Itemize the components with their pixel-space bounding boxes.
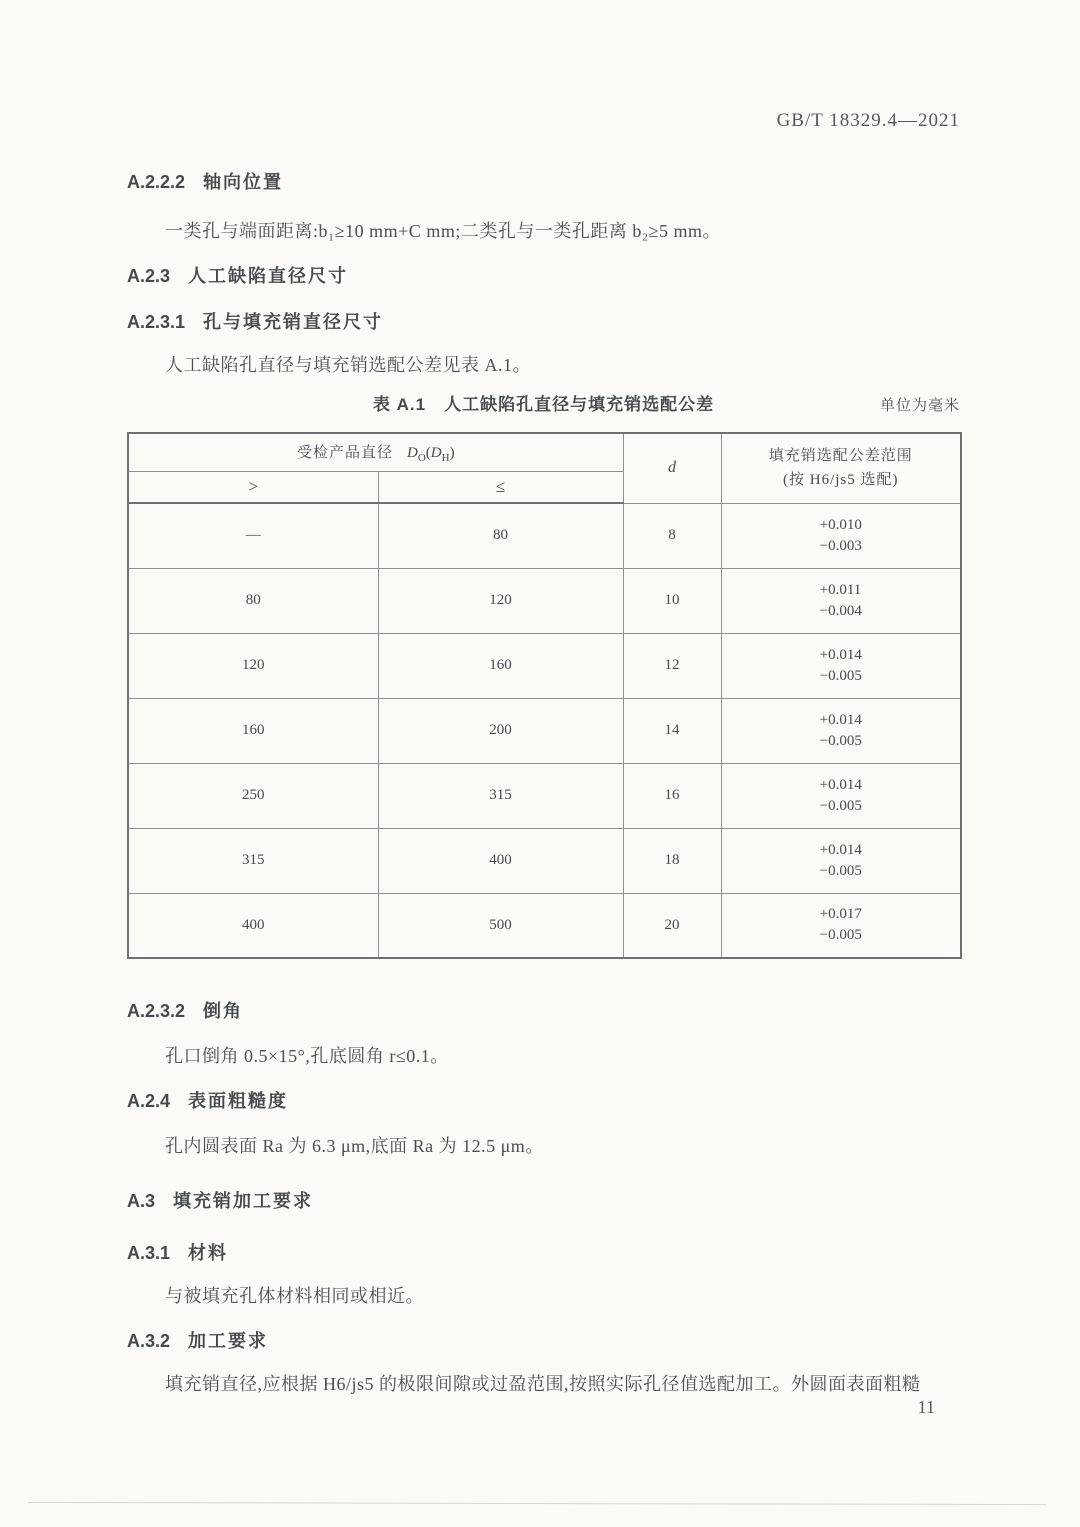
section-number: A.2.2.2 bbox=[127, 172, 186, 192]
section-heading-a2-3-2 bbox=[127, 999, 960, 1023]
section-heading-a3-1 bbox=[127, 1241, 960, 1265]
table-row: 315 400 18 +0.014 −0.005 bbox=[128, 828, 961, 893]
section-title: 材料 bbox=[188, 1243, 229, 1263]
body-paragraph-axial-position: 一类孔与端面距离:b₁≥10 mm+C mm;二类孔与一类孔距离 b₂≥5 mm。 bbox=[165, 221, 721, 241]
section-number: A.2.4 bbox=[127, 1091, 171, 1111]
section-title: 倒角 bbox=[203, 1001, 244, 1021]
section-heading-a2-3 bbox=[127, 264, 960, 288]
section-title: 填充销加工要求 bbox=[173, 1191, 314, 1211]
section-heading-a3 bbox=[127, 1189, 960, 1213]
section-number: A.3.2 bbox=[127, 1331, 171, 1351]
table-row: 120 160 12 +0.014 −0.005 bbox=[128, 633, 961, 698]
body-paragraph-material: 与被填充孔体材料相同或相近。 bbox=[165, 1286, 424, 1306]
header-d-column: d bbox=[623, 433, 721, 503]
section-title: 表面粗糙度 bbox=[188, 1091, 289, 1111]
scan-edge-line bbox=[28, 1502, 1046, 1505]
header-tolerance-column: 填充销选配公差范围 (按 H6/js5 选配) bbox=[721, 433, 961, 503]
section-heading-a3-2 bbox=[127, 1329, 960, 1353]
table-row: — 80 8 +0.010 −0.003 bbox=[128, 503, 961, 568]
unit-note: 单位为毫米 bbox=[879, 398, 960, 414]
section-number: A.3 bbox=[127, 1191, 156, 1211]
section-number: A.2.3.1 bbox=[127, 312, 186, 332]
body-paragraph-chamfer: 孔口倒角 0.5×15°,孔底圆角 r≤0.1。 bbox=[165, 1046, 449, 1066]
section-title: 人工缺陷直径尺寸 bbox=[188, 266, 349, 286]
section-heading-a2-3-1 bbox=[127, 310, 960, 334]
page-number: 11 bbox=[917, 1397, 935, 1417]
doc-header bbox=[127, 110, 960, 132]
section-title: 轴向位置 bbox=[203, 172, 284, 192]
section-title: 孔与填充销直径尺寸 bbox=[203, 312, 384, 332]
table-row: 160 200 14 +0.014 −0.005 bbox=[128, 698, 961, 763]
table-row: 400 500 20 +0.017 −0.005 bbox=[128, 893, 961, 958]
tolerance-table bbox=[127, 432, 962, 959]
table-row: 80 120 10 +0.011 −0.004 bbox=[128, 568, 961, 633]
body-paragraph-table-ref: 人工缺陷孔直径与填充销选配公差见表 A.1。 bbox=[165, 355, 531, 375]
header-product-diameter: 受检产品直径 $D_O(D_H)$ bbox=[128, 433, 623, 471]
body-paragraph-roughness: 孔内圆表面 Ra 为 6.3 μm,底面 Ra 为 12.5 μm。 bbox=[165, 1136, 544, 1156]
body-paragraph-machining: 填充销直径,应根据 H6/js5 的极限间隙或过盈范围,按照实际孔径值选配加工。外圆面表面粗糙 bbox=[165, 1374, 921, 1394]
table-header-row-1 bbox=[128, 433, 961, 471]
section-heading-a2-4 bbox=[127, 1089, 960, 1113]
section-number: A.2.3 bbox=[127, 266, 171, 286]
section-number: A.2.3.2 bbox=[127, 1001, 186, 1021]
section-number: A.3.1 bbox=[127, 1243, 171, 1263]
header-less-equal: ≤ bbox=[378, 471, 623, 503]
section-heading-a2-2-2 bbox=[127, 170, 960, 194]
header-greater-than: > bbox=[128, 471, 378, 503]
doc-number: GB/T 18329.4—2021 bbox=[776, 110, 960, 131]
section-title: 加工要求 bbox=[188, 1331, 269, 1351]
table-caption: 表 A.1 人工缺陷孔直径与填充销选配公差 bbox=[372, 395, 715, 414]
table-caption-row bbox=[127, 394, 960, 416]
table-row: 250 315 16 +0.014 −0.005 bbox=[128, 763, 961, 828]
